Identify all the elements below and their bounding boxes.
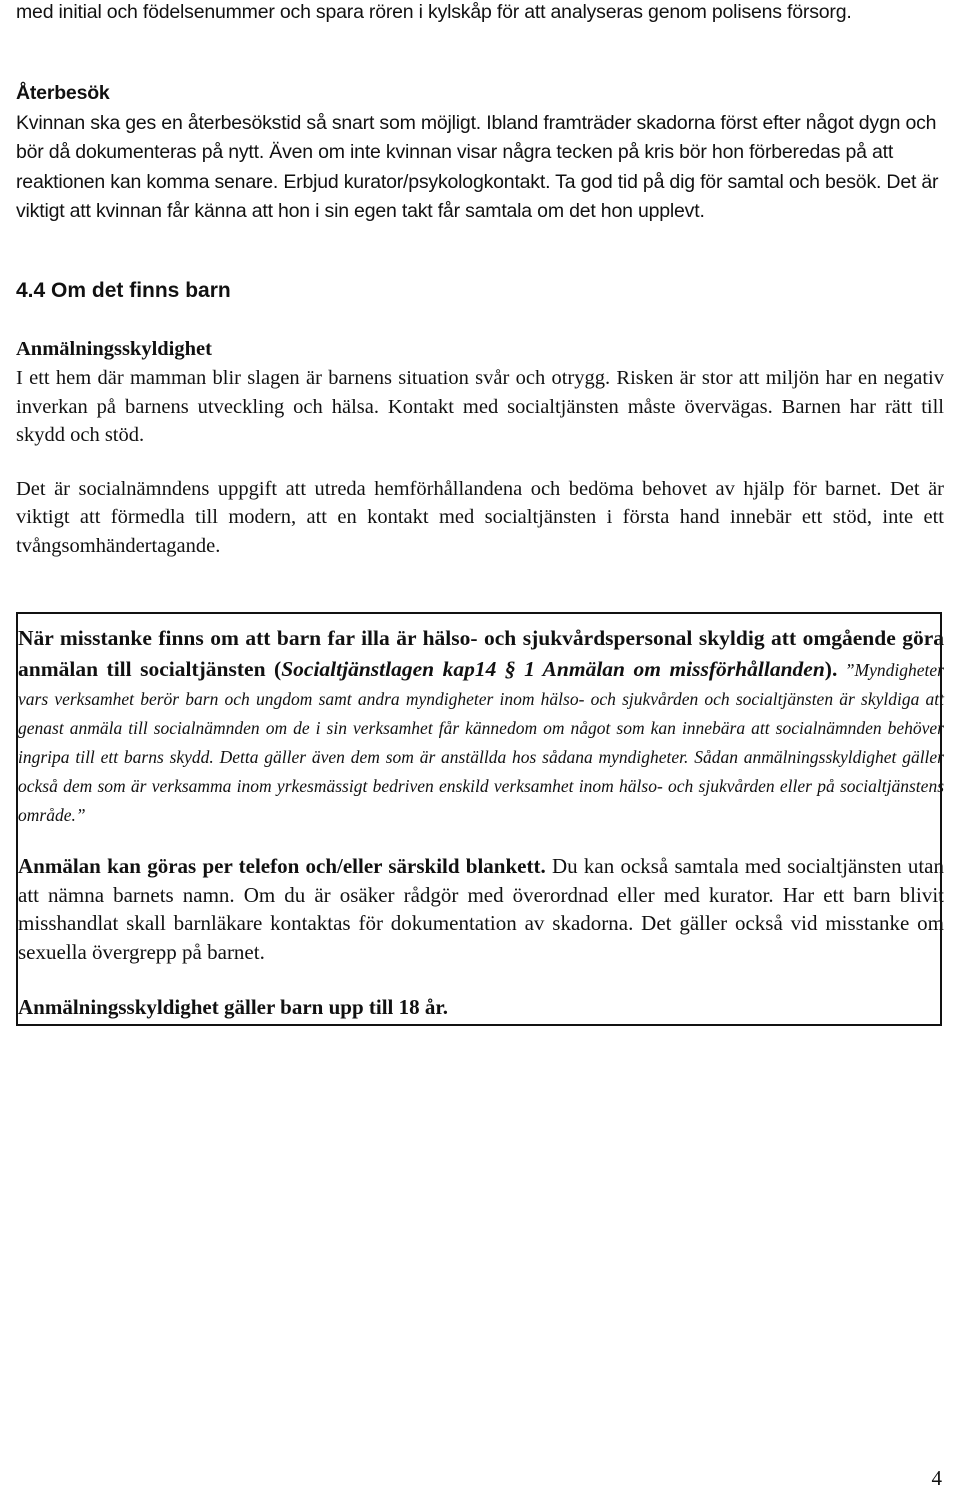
aterbesok-body: Kvinnan ska ges en återbesökstid så snart som möjligt. Ibland framträder skadorna först efter något dygn och bör då dokumenteras på nytt. Även om inte kvinnan visar några tecken på kris bör hon förberedas på att reaktionen kan komma senare. Erbjud kurator/psykologkontakt. Ta god tid på dig för samtal och besök. Det är viktigt att kvinnan får känna att hon i sin egen takt får samtala om det hon upplevt. <box>16 111 939 222</box>
law-quote: ”Myndigheter vars verksamhet berör barn och ungdom samt andra myndigheter inom hälso- och sjukvården och socialtjänsten är skyldiga att genast anmäla till socialnämnden om de i sin verksamhet får kännedom om något som kan innebära att socialnämnden behöver ingripa till ett barns skydd. Detta gäller även dem som är anställda hos sådana myndigheter. Sådan anmälningsskyldighet gäller också dem som är verksamma inom yrkesmässigt bedriven enskild verksamhet inom hälso- och sjukvården eller på socialtjänstens område.” <box>18 660 944 825</box>
box-paragraph-3: Anmälningsskyldighet gäller barn upp till 18 år. <box>18 995 449 1019</box>
box-paragraph-2-lead: Anmälan kan göras per telefon och/eller särskild blankett. <box>18 854 546 878</box>
section-title: 4.4 Om det finns barn <box>16 279 231 302</box>
box-paragraph-1 <box>18 624 944 831</box>
section-paragraph-1: I ett hem där mamman blir slagen är barnens situation svår och otrygg. Risken är stor att miljön har en negativ inverkan på barnens utveckling och hälsa. Kontakt med socialtjänsten måste övervägas. Barnen har rätt till skydd och stöd. <box>16 367 944 446</box>
box-close-paren: ). <box>824 657 838 681</box>
intro-paragraph: med initial och födelsenummer och spara rören i kylskåp för att analyseras genom polisens försorg. <box>16 1 852 23</box>
anmalningsskyldighet-heading: Anmälningsskyldighet <box>16 338 212 360</box>
box-paragraph-2 <box>18 852 944 966</box>
reporting-duty-box <box>16 612 942 1026</box>
aterbesok-heading: Återbesök <box>16 82 110 104</box>
page-number: 4 <box>931 1466 942 1490</box>
box-lead-text: När misstanke finns om att barn far illa är hälso- och sjukvårdspersonal skyldig att omgående göra anmälan till socialtjänsten ( <box>18 626 944 681</box>
law-reference: Socialtjänstlagen kap14 § 1 Anmälan om missförhållanden <box>281 657 825 681</box>
anmalningsskyldighet-section <box>16 335 944 560</box>
box-paragraph-2-body: Du kan också samtala med socialtjänsten utan att nämna barnets namn. Om du är osäker rådgör med överordnad eller med kurator. Har ett barn blivit misshandlat skall barnläkare kontaktas för dokumentation av skadorna. Det gäller också vid misstanke om sexuella övergrepp på barnet. <box>18 854 944 964</box>
aterbesok-section <box>16 79 944 227</box>
section-paragraph-2: Det är socialnämndens uppgift att utreda hemförhållandena och bedöma behovet av hjälp för barnet. Det är viktigt att förmedla till modern, att en kontakt med socialtjänsten i första hand innebär ett stöd, inte ett tvångsomhändertagande. <box>16 477 944 557</box>
